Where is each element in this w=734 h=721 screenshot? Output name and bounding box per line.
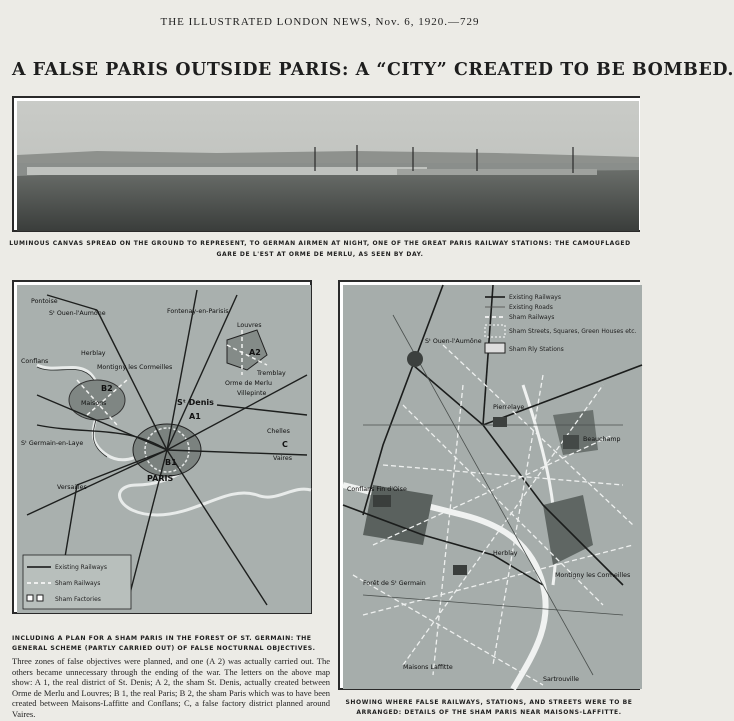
legend-existing-railways: Existing Railways (55, 564, 107, 571)
legend-existing-roads: Existing Roads (509, 304, 553, 311)
place-r-foret: Forêt de Sᵗ Germain (363, 580, 426, 587)
legend-sham-factories: Sham Factories (55, 596, 101, 603)
place-villepinte: Villepinte (237, 390, 267, 397)
legend-sham-streets: Sham Streets, Squares, Green Houses etc. (509, 328, 637, 335)
zone-c: C (282, 440, 288, 449)
place-vaires: Vaires (273, 455, 293, 462)
headline: A FALSE PARIS OUTSIDE PARIS: A “CITY” CREATED TO BE BOMBED. (12, 60, 734, 80)
place-tremblay: Tremblay (257, 370, 286, 377)
left-map-caption-title: INCLUDING A PLAN FOR A SHAM PARIS IN THE FOREST OF ST. GERMAIN: THE GENERAL SCHEME (PARTLY CARRIED OUT) OF FALSE NOCTURNAL OBJECTIVES. (12, 635, 316, 652)
zone-b2: B2 (101, 384, 113, 393)
place-r-maisons: Maisons Laffitte (403, 664, 453, 671)
right-map-caption: SHOWING WHERE FALSE RAILWAYS, STATIONS, AND STREETS WERE TO BE ARRANGED: DETAILS OF THE SHAM PARIS NEAR MAISONS-LAFFITTE. (345, 699, 633, 716)
place-chelles: Chelles (267, 428, 290, 435)
place-maisons: Maisons (81, 400, 107, 407)
legend-existing-railways-r: Existing Railways (509, 294, 561, 301)
panorama-photo (12, 96, 640, 232)
place-versailles: Versailles (57, 484, 87, 491)
legend-sham-railways-r: Sham Railways (509, 314, 555, 321)
place-st-ouen: Sᵗ Ouen-l'Aumône (49, 310, 106, 317)
place-r-sartrouville: Sartrouville (543, 676, 580, 683)
sham-paris-detail-map (338, 280, 640, 690)
photo-caption-line2: GARE DE L'EST AT ORME DE MERLU, AS SEEN BY DAY. (216, 251, 424, 258)
place-pontoise: Pontoise (31, 298, 58, 305)
place-st-denis: Sᵗ Denis (177, 398, 214, 407)
photo-caption (0, 238, 640, 260)
legend-sham-railways: Sham Railways (55, 580, 101, 587)
left-map-body-text: Three zones of false objectives were planned, and one (A 2) was actually carried out. The others became unnecessary through the ending of the war. The letters on the above map show: A 1, the real district of St. Denis; A 2, the sham St. Denis, actually created between Orme de Merlu and Louvres; B 1, the real Paris; B 2, the sham Paris which was to have been created between Maisons-Laffitte and Conflans; C, a false factory district planned around Vaires. (12, 656, 330, 719)
place-orme: Orme de Merlu (225, 380, 272, 387)
place-herblay: Herblay (81, 350, 106, 357)
page-header: THE ILLUSTRATED LONDON NEWS, Nov. 6, 1920.—729 (160, 16, 480, 28)
place-r-montigny: Montigny les Cormeilles (555, 572, 631, 579)
zone-a2: A2 (249, 348, 261, 357)
general-scheme-map (12, 280, 312, 614)
place-louvres: Louvres (237, 322, 262, 329)
place-r-conflans: Conflans Fin d'Oise (347, 486, 407, 493)
photo-caption-line1: LUMINOUS CANVAS SPREAD ON THE GROUND TO REPRESENT, TO GERMAN AIRMEN AT NIGHT, ONE OF THE GREAT PARIS RAILWAY STATIONS: THE CAMOUFLAGED (9, 240, 631, 247)
legend-sham-stations: Sham Rly Stations (509, 346, 564, 353)
place-r-st-ouen: Sᵗ Ouen-l'Aumône (425, 338, 482, 345)
place-paris: PARIS (147, 474, 174, 483)
place-fontenay: Fontenay-en-Parisis (167, 308, 229, 315)
zone-b1: B1 (165, 458, 177, 467)
place-r-beauchamp: Beauchamp (583, 436, 621, 443)
place-st-germain: Sᵗ Germain-en-Laye (21, 440, 84, 447)
zone-a1: A1 (189, 412, 201, 421)
place-montigny: Montigny les Cormeilles (97, 364, 173, 371)
place-r-pierrelaye: Pierrelaye (493, 404, 525, 411)
place-r-herblay: Herblay (493, 550, 518, 557)
place-conflans: Conflans (21, 358, 49, 365)
